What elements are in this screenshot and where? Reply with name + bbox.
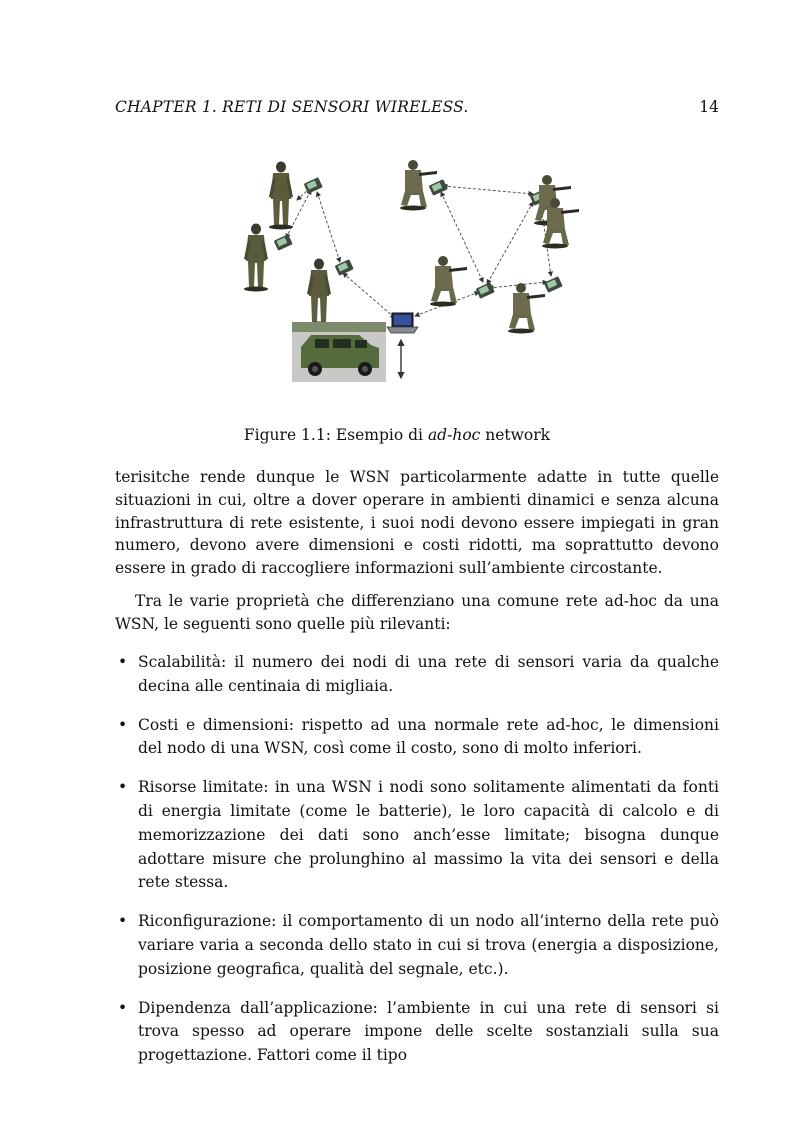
military-vehicle-photo (292, 322, 386, 382)
list-item-text: Dipendenza dall’applicazione: l’ambiente in cui una rete di sensori si trova spesso ad operare impone delle scelte sostanziali sulla sua progettazione. Fattori come il tipo (138, 998, 719, 1065)
bullet-icon: • (118, 998, 128, 1017)
bullet-icon: • (118, 653, 128, 671)
list-item (115, 997, 719, 1068)
list-item (115, 910, 719, 981)
list-item (115, 714, 719, 762)
list-item (115, 776, 719, 895)
caption-prefix: Figure 1.1: Esempio di (243, 426, 428, 444)
list-item-text: Riconfigurazione: il comportamento di un nodo all’interno della rete può variare varia a seconda dello stato in cui si trova (energia a disposizione, posizione geografica, qualità del segnale, etc.). (138, 912, 719, 978)
laptop-icon (387, 313, 418, 333)
properties-list (115, 651, 719, 1083)
list-item-text: Costi e dimensioni: rispetto ad una normale rete ad-hoc, le dimensioni del nodo di una WSN, così come il costo, sono di molto inferiori. (138, 715, 719, 758)
list-item (115, 651, 719, 699)
body-paragraph-1: terisitche rende dunque le WSN particolarmente adatte in tutte quelle situazioni in cui, oltre a dover operare in ambienti dinamici e senza alcuna infrastruttura di rete esistente, i suoi nodi devono essere impiegati in gran numero, devono avere dimensioni e costi ridotti, ma soprattutto devono essere in grado di raccogliere informazioni sull’ambiente circostante. (115, 468, 719, 578)
page-number: 14 (699, 98, 719, 116)
bullet-icon: • (118, 912, 128, 931)
caption-italic-term: ad-hoc (427, 426, 481, 444)
bullet-icon: • (118, 778, 128, 797)
body-paragraph-2: Tra le varie proprietà che differenziano una comune rete ad-hoc da una WSN, le seguenti sono quelle più rilevanti: (115, 592, 719, 633)
adhoc-network-illustration (231, 152, 600, 404)
page-header (115, 98, 719, 122)
list-item-text: Risorse limitate: in una WSN i nodi sono solitamente alimentati da fonti di energia limitate (come le batterie), le loro capacità di calcolo e di memorizzazione dei dati sono anch’esse limitate; bisogna dunque adottare misure che prolunghino al massimo la vita dei sensori e della rete stessa. (138, 778, 719, 892)
figure-caption (0, 426, 794, 444)
caption-suffix: network (480, 426, 551, 444)
figure-adhoc-network (231, 152, 600, 404)
bullet-icon: • (118, 715, 128, 734)
list-item-text: Scalabilità: il numero dei nodi di una rete di sensori varia da qualche decina alle centinaia di migliaia. (138, 653, 719, 695)
running-head: CHAPTER 1. RETI DI SENSORI WIRELESS. (115, 98, 469, 116)
